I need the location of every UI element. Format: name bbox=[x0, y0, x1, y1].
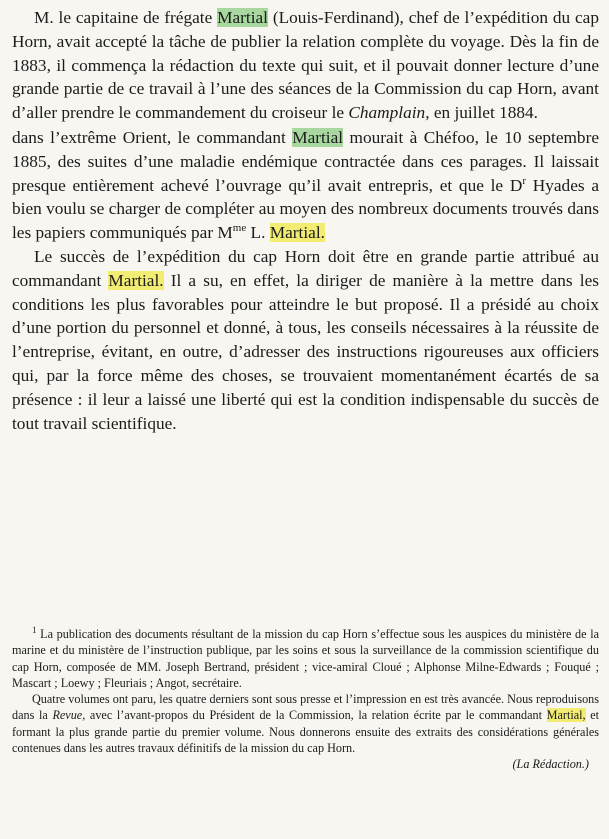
superscript: me bbox=[232, 222, 247, 235]
signature: (La Rédaction.) bbox=[512, 757, 589, 772]
highlight-martial: Martial. bbox=[269, 223, 325, 243]
highlight-martial: Martial bbox=[292, 127, 344, 147]
journal-name: Revue bbox=[52, 708, 83, 723]
highlight-martial: Martial. bbox=[108, 270, 164, 290]
highlight-martial: Martial, bbox=[546, 708, 586, 723]
paragraph-2: dans l’extrême Orient, le commandant Martial mourait à Chéfoo, le 10 septembre 1885, des suites d’une maladie endémique contractée dans ces parages. Il laissait presque entièrement achevé l’ouvrage qu’il avait entrepris, et que le $D^r$ Hyades a bien voulu se charger de compléter au moyen des nombreux documents trouvés dans les papiers communiqués par $M^{me}$ L. Martial. bbox=[12, 127, 600, 243]
highlight-martial: Martial bbox=[217, 8, 268, 27]
footnote-2: Quatre volumes ont paru, les quatre derniers sont sous presse et l’impression en est très avancée. Nous reproduisons dans la Revue, avec l’avant-propos du Président de la Commission, la relation écrite par le commandant Martial, et formant la plus grande partie du premier volume. Nous donnerons ensuite des extraits des considérations générales contenues dans les autres travaux définitifs de la mission du cap Horn. bbox=[12, 692, 600, 756]
paragraph-1: M. le capitaine de frégate Martial (Louis-Ferdinand), chef de l’expédition du cap Horn, avait accepté la tâche de publier la relation complète du voyage. Dès la fin de 1883, il commença la rédaction du texte qui suit, et il pouvait donner lecture d’une grande partie de ce travail à l’une des séances de la Commission du cap Horn, avant d’aller prendre le commandement du croiseur le Champlain, en juillet 1884. bbox=[12, 8, 599, 123]
main-text bbox=[12, 6, 599, 435]
footnote-1: $^1$ La publication des documents résultant de la mission du cap Horn s’effectue sous les auspices du ministère de la marine et du ministère de l’instruction publique, par les soins et sous la surveillance de la commission scientifique du cap Horn, composée de MM. Joseph Bertrand, président ; vice-amiral Cloué ; Alphonse Milne-Edwards ; Fouqué ; Mascart ; Loewy ; Fleuriais ; Angot, secrétaire. bbox=[12, 624, 600, 690]
superscript: r bbox=[522, 174, 527, 187]
footnotes bbox=[12, 626, 599, 773]
footnote-mark: 1 bbox=[32, 624, 37, 635]
paragraph-3: Le succès de l’expédition du cap Horn doit être en grande partie attribué au commandant Martial. Il a su, en effet, la diriger de manière à la mettre dans les conditions les plus favorables pour atteindre le but proposé. Il a présidé au choix d’une portion du personnel et donné, à tous, les conseils nécessaires à la réussite de l’entreprise, évitant, en outre, d’adresser des instructions rigoureuses aux officiers qui, par la force même des choses, se trouvaient momentanément écartés de sa présence : il leur a laissé une liberté qui est la condition indispensable du succès de tout travail scientifique. bbox=[12, 246, 599, 433]
ship-name: Champlain bbox=[348, 103, 426, 123]
